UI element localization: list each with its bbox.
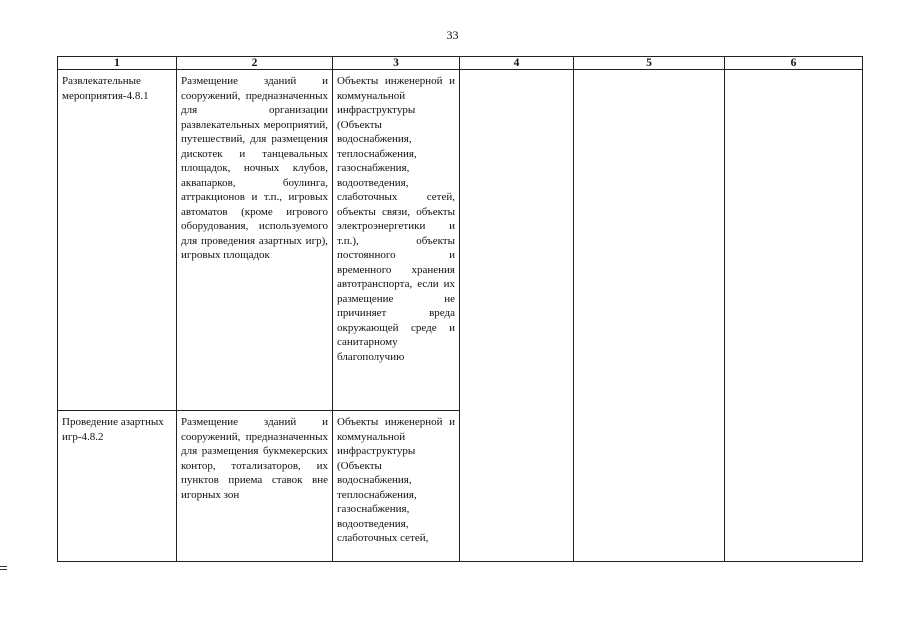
use-type-description-cell: Размещение зданий и сооружений, предназначенных для организации развлекательных мероприятий, путешествий, для размещения дискотек и танцевальных площадок, ночных клубов, аквапарков, боулинга, аттракционов и т.п., игровых автоматов (кроме игрового оборудования, используемого для проведения азартных игр), игровых площадок [177,70,333,411]
column-header-2: 2 [177,57,333,70]
auxiliary-use-cell: Объекты инженерной и коммунальной инфраструктуры (Объекты водоснабжения, теплоснабжения, газоснабжения, водоотведения, слаботочных сетей, [333,411,460,562]
table-row [58,70,863,411]
column-header-4: 4 [460,57,574,70]
auxiliary-use-cell: Объекты инженерной и коммунальной инфраструктуры (Объекты водоснабжения, теплоснабжения, газоснабжения, водоотведения, слаботочных сетей, объекты связи, объекты электроэнергетики и т.п.), объекты постоянного и временного хранения автотранспорта, если их размещение не причиняет вреда окружающей среде и санитарному благополучию [333,70,460,411]
use-type-name-cell: Проведение азартных игр-4.8.2 [58,411,177,562]
column-header-1: 1 [58,57,177,70]
column-6-cell [725,70,863,562]
column-5-cell [574,70,725,562]
column-header-5: 5 [574,57,725,70]
table-header-row [58,57,863,70]
page-number: 33 [446,28,459,42]
column-header-3: 3 [333,57,460,70]
use-type-name-cell: Развлекательные мероприятия-4.8.1 [58,70,177,411]
margin-mark [0,566,7,573]
column-header-6: 6 [725,57,863,70]
land-use-table [57,56,863,562]
column-4-cell [460,70,574,562]
use-type-description-cell: Размещение зданий и сооружений, предназначенных для размещения букмекерских контор, тотализаторов, их пунктов приема ставок вне игорных зон [177,411,333,562]
